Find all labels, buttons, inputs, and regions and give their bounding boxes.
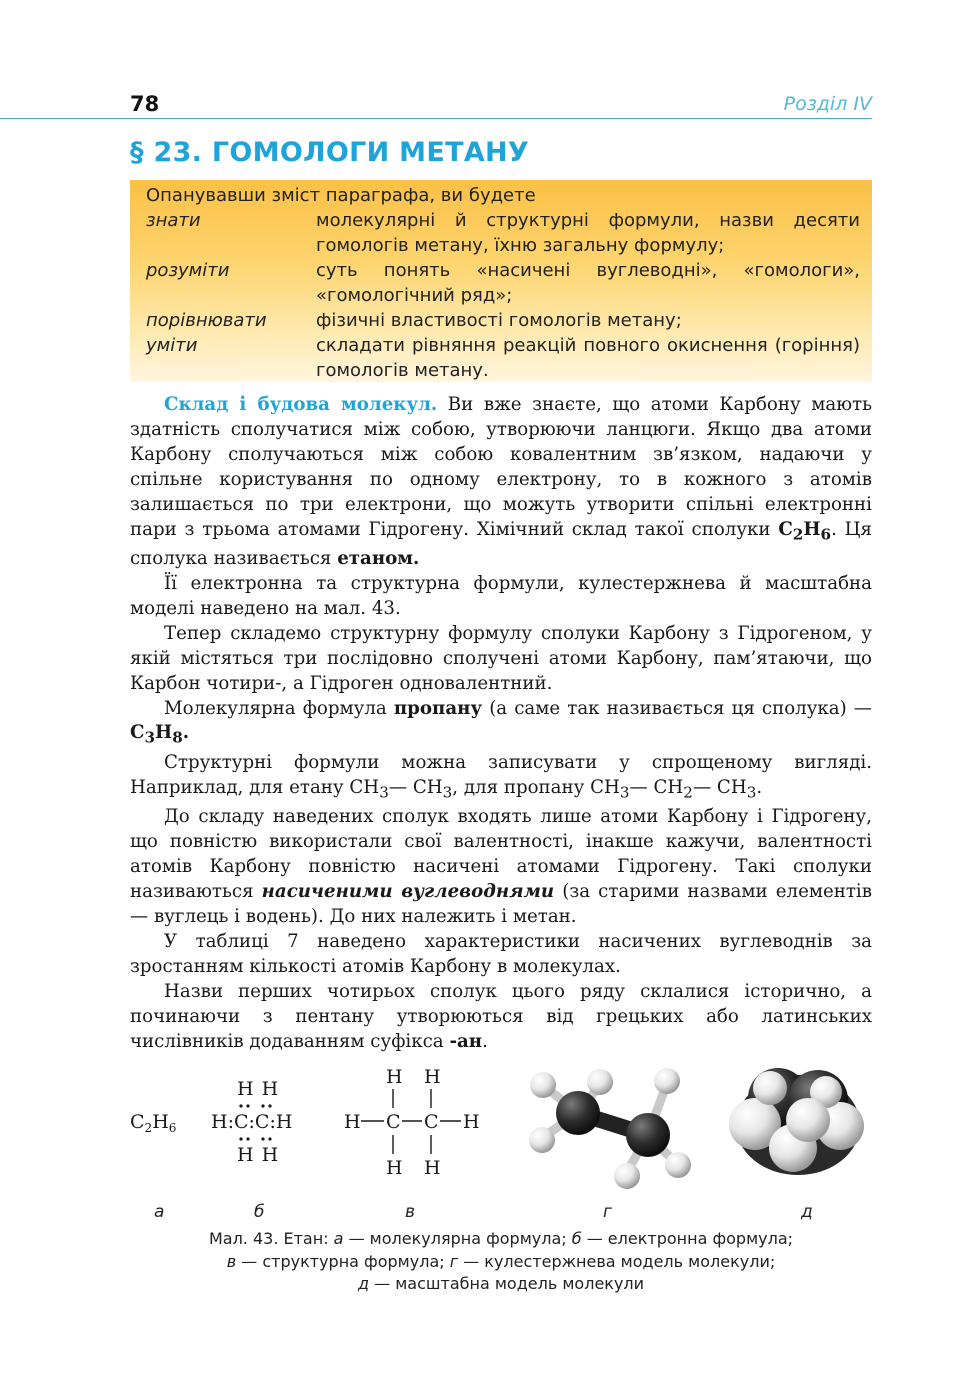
suffix-an: -ан <box>449 1030 483 1052</box>
figure-label-b: б <box>254 1202 265 1222</box>
paragraph: До складу наведених сполук входять лише атоми Карбону і Гідрогену, що повністю використали свої валентності, інакше кажучи, валентності атомів Карбону повністю насичені атомами Гідрогену. Такі сполуки називаються насиченими вуглеводнями (за старими назвами елементів — вуглець і водень). До них належить і метан. <box>130 806 872 928</box>
paragraph: У таблиці 7 наведено характеристики насичених вуглеводнів за зростанням кількості атомів Карбону в молекулах. <box>130 930 872 977</box>
svg-text:H H: H H <box>237 1078 280 1100</box>
page-number: 78 <box>130 92 160 116</box>
paragraph-text: . Ця сполука називається <box>130 518 872 570</box>
paragraph <box>130 393 872 572</box>
structural-formula <box>344 1066 480 1179</box>
figure-label-v: в <box>405 1202 416 1222</box>
svg-text:H: H <box>463 1111 480 1133</box>
paragraph: Структурні формули можна записувати у спрощеному вигляді. Наприклад, для етану $CH_3—$ $CH_3$, для пропану $CH_3—$ $CH_2—$ $CH_3$. <box>130 751 872 802</box>
svg-text:H: H <box>386 1157 403 1179</box>
svg-text:H: H <box>424 1157 441 1179</box>
molecular-formula: $C_2H_6$ <box>130 1111 177 1135</box>
figure-label-d: д <box>801 1202 813 1222</box>
formula-propane: $C_3H_8$ <box>130 722 183 748</box>
objective-text: фізичні властивості гомологів метану; <box>316 310 682 331</box>
svg-text:C: C <box>386 1111 401 1133</box>
space-filling-model <box>729 1068 864 1175</box>
term-ethane: етаном. <box>337 548 420 570</box>
body-text <box>130 393 872 1054</box>
svg-text:H: H <box>424 1066 441 1088</box>
paragraph: Молекулярна формула пропану (а саме так називається ця сполука) — $C_3H_8$. <box>130 697 872 748</box>
svg-text:H H: H H <box>237 1144 280 1166</box>
paragraph: Тепер складемо структурну формулу сполуки Карбону з Гідрогеном, у якій містяться три послідовно сполучені атоми Карбону, пам’ятаючи, що Карбон чотири-, а Гідроген одновалентний. <box>130 622 872 694</box>
objective-text: складати рівняння реакцій повного окиснення (горіння) гомологів метану. <box>316 335 860 381</box>
ball-and-stick-model <box>529 1068 691 1189</box>
objective-text: молекулярні й структурні формули, назви десяти гомологів метану, їхню загальну формулу; <box>316 210 860 256</box>
term-saturated-hydrocarbons: насиченими вуглеводнями <box>261 881 555 903</box>
objective-term: розуміти <box>146 260 230 281</box>
svg-text:H: H <box>344 1111 361 1133</box>
section-label: Розділ IV <box>783 93 872 115</box>
paragraph: Її електронна та структурна формули, кулестержнева й масштабна моделі наведено на мал. 43. <box>130 572 872 619</box>
objective-text: суть понять «насичені вуглеводні», «гомологи», «гомологічний ряд»; <box>316 260 860 306</box>
section-lead: Склад і будова молекул. <box>164 394 438 415</box>
term-propane: пропану <box>393 697 483 719</box>
svg-text:C: C <box>424 1111 439 1133</box>
objective-term: знати <box>146 210 201 231</box>
header-divider <box>0 118 872 119</box>
figure-label-a: а <box>154 1202 165 1222</box>
electron-formula <box>211 1078 292 1166</box>
page-title: § 23. ГОМОЛОГИ МЕТАНУ <box>130 137 530 168</box>
objectives-box <box>130 180 872 382</box>
paragraph-text: Ви вже знаєте, що атоми Карбону мають здатність сполучатися між собою, утворюючи ланцюги. Якщо два атоми Карбону сполучаються між собою ковалентним зв’язком, надаючи у спільне користування по одному електрону, то в кожного з атомів залишається по три електрони, що можуть утворити спільні електронні пари з трьома атомами Гідрогену. Хімічний склад такої сполуки <box>130 394 873 540</box>
objectives-intro: Опанувавши зміст параграфа, ви будете <box>146 185 536 206</box>
svg-text:H:C:C:H: H:C:C:H <box>211 1111 293 1133</box>
objective-term: порівнювати <box>146 310 267 331</box>
formula-ethane: $C_2H_6$ <box>778 518 832 544</box>
figure-label-g: г <box>603 1202 612 1222</box>
paragraph: Назви перших чотирьох сполук цього ряду склалися історично, а починаючи з пентану утворюються від грецьких або латинських числівників додаванням суфікса -ан. <box>130 980 872 1052</box>
objective-term: уміти <box>146 335 198 356</box>
svg-text:H: H <box>386 1066 403 1088</box>
figure-caption: Мал. 43. Етан: а — молекулярна формула; б — електронна формула; в — структурна формула; г — кулестержнева модель молекули; д — масштабна модель молекули <box>208 1229 794 1293</box>
